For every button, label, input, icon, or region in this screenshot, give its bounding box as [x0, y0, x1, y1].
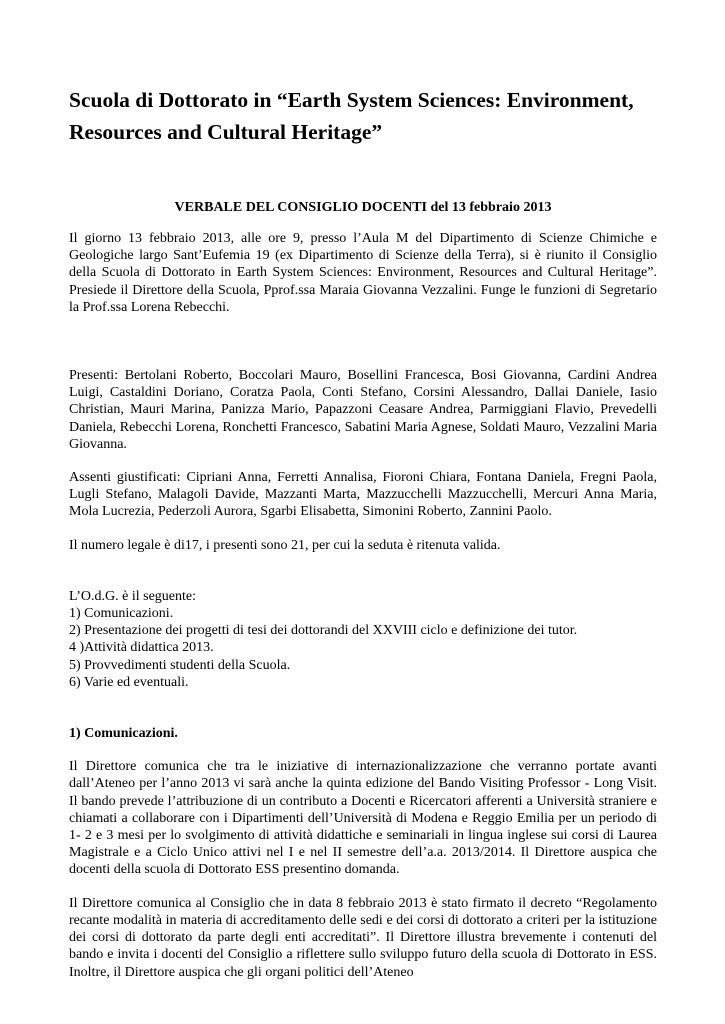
- odg-item: 6) Varie ed eventuali.: [69, 674, 189, 690]
- section-heading-comunicazioni: 1) Comunicazioni.: [69, 726, 178, 742]
- document-title: Scuola di Dottorato in “Earth System Sciences: Environment, Resources and Cultural Heritage”: [69, 88, 634, 144]
- odg-item: 4 )Attività didattica 2013.: [69, 640, 214, 656]
- comunicazioni-paragraph-2: Il Direttore comunica al Consiglio che in data 8 febbraio 2013 è stato firmato il decreto “Regolamento recante modalità in materia di accreditamento delle sedi e dei corsi di dottorato a criteri per la istituzione dei corsi di dottorato da parte degli enti accreditati”. Il Direttore illustra brevemente i contenuti del bando e invita i docenti del Consiglio a riflettere sullo sviluppo futuro della scuola di Dottorato in ESS. Inoltre, il Direttore auspica che gli organi politici dell’Ateneo: [69, 895, 657, 980]
- odg-item: 2) Presentazione dei progetti di tesi dei dottorandi del XXVIII ciclo e definizione dei tutor.: [69, 623, 578, 639]
- intro-paragraph: Il giorno 13 febbraio 2013, alle ore 9, presso l’Aula M del Dipartimento di Scienze Chimiche e Geologiche largo Sant’Eufemia 19 (ex Dipartimento di Scienze della Terra), si è riunito il Consiglio della Scuola di Dottorato in Earth System Sciences: Environment, Resources and Cultural Heritage”. Presiede il Direttore della Scuola, Pprof.ssa Maraia Giovanna Vezzalini. Funge le funzioni di Segretario la Prof.ssa Lorena Rebecchi.: [69, 231, 657, 315]
- odg-list: [69, 588, 657, 691]
- presenti-paragraph: Presenti: Bertolani Roberto, Boccolari Mauro, Bosellini Francesca, Bosi Giovanna, Cardini Andrea Luigi, Castaldini Doriano, Coratza Paola, Conti Stefano, Corsini Alessandro, Dallai Daniele, Iasio Christian, Mauri Marina, Panizza Mario, Papazzoni Ceasare Andrea, Parmiggiani Flavio, Prevedelli Daniela, Rebecchi Lorena, Ronchetti Francesco, Sabatini Maria Agnese, Soldati Mauro, Vezzalini Maria Giovanna.: [69, 368, 657, 452]
- odg-item: 1) Comunicazioni.: [69, 606, 174, 622]
- numero-legale-paragraph: Il numero legale è di17, i presenti sono 21, per cui la seduta è ritenuta valida.: [69, 537, 501, 553]
- document-page: [69, 84, 657, 981]
- document-subtitle: VERBALE DEL CONSIGLIO DOCENTI del 13 febbraio 2013: [174, 200, 552, 215]
- assenti-paragraph: Assenti giustificati: Cipriani Anna, Ferretti Annalisa, Fioroni Chiara, Fontana Daniela, Fregni Paola, Lugli Stefano, Malagoli Davide, Mazzanti Marta, Mazzucchelli Mazzucchelli, Mercuri Anna Maria, Mola Lucrezia, Pederzoli Aurora, Sgarbi Elisabetta, Simonini Roberto, Zannini Paolo.: [69, 470, 657, 520]
- odg-item: 5) Provvedimenti studenti della Scuola.: [69, 657, 291, 673]
- odg-intro: L’O.d.G. è il seguente:: [69, 588, 197, 604]
- comunicazioni-paragraph-1: Il Direttore comunica che tra le iniziative di internazionalizzazione che verranno portate avanti dall’Ateneo per l’anno 2013 vi sarà anche la quinta edizione del Bando Visiting Professor - Long Visit. Il bando prevede l’attribuzione di un contributo a Docenti e Ricercatori afferenti a Università straniere e chiamati a collaborare con i Dipartimenti dell’Università di Modena e Reggio Emilia per un periodo di 1- 2 e 3 mesi per lo svolgimento di attività didattiche e seminariali in lingua inglese sui corsi di Laurea Magistrale e a Ciclo Unico attivi nel I e nel II semestre dell’a.a. 2013/2014. Il Direttore auspica che docenti della scuola di Dottorato ESS presentino domanda.: [69, 759, 657, 878]
